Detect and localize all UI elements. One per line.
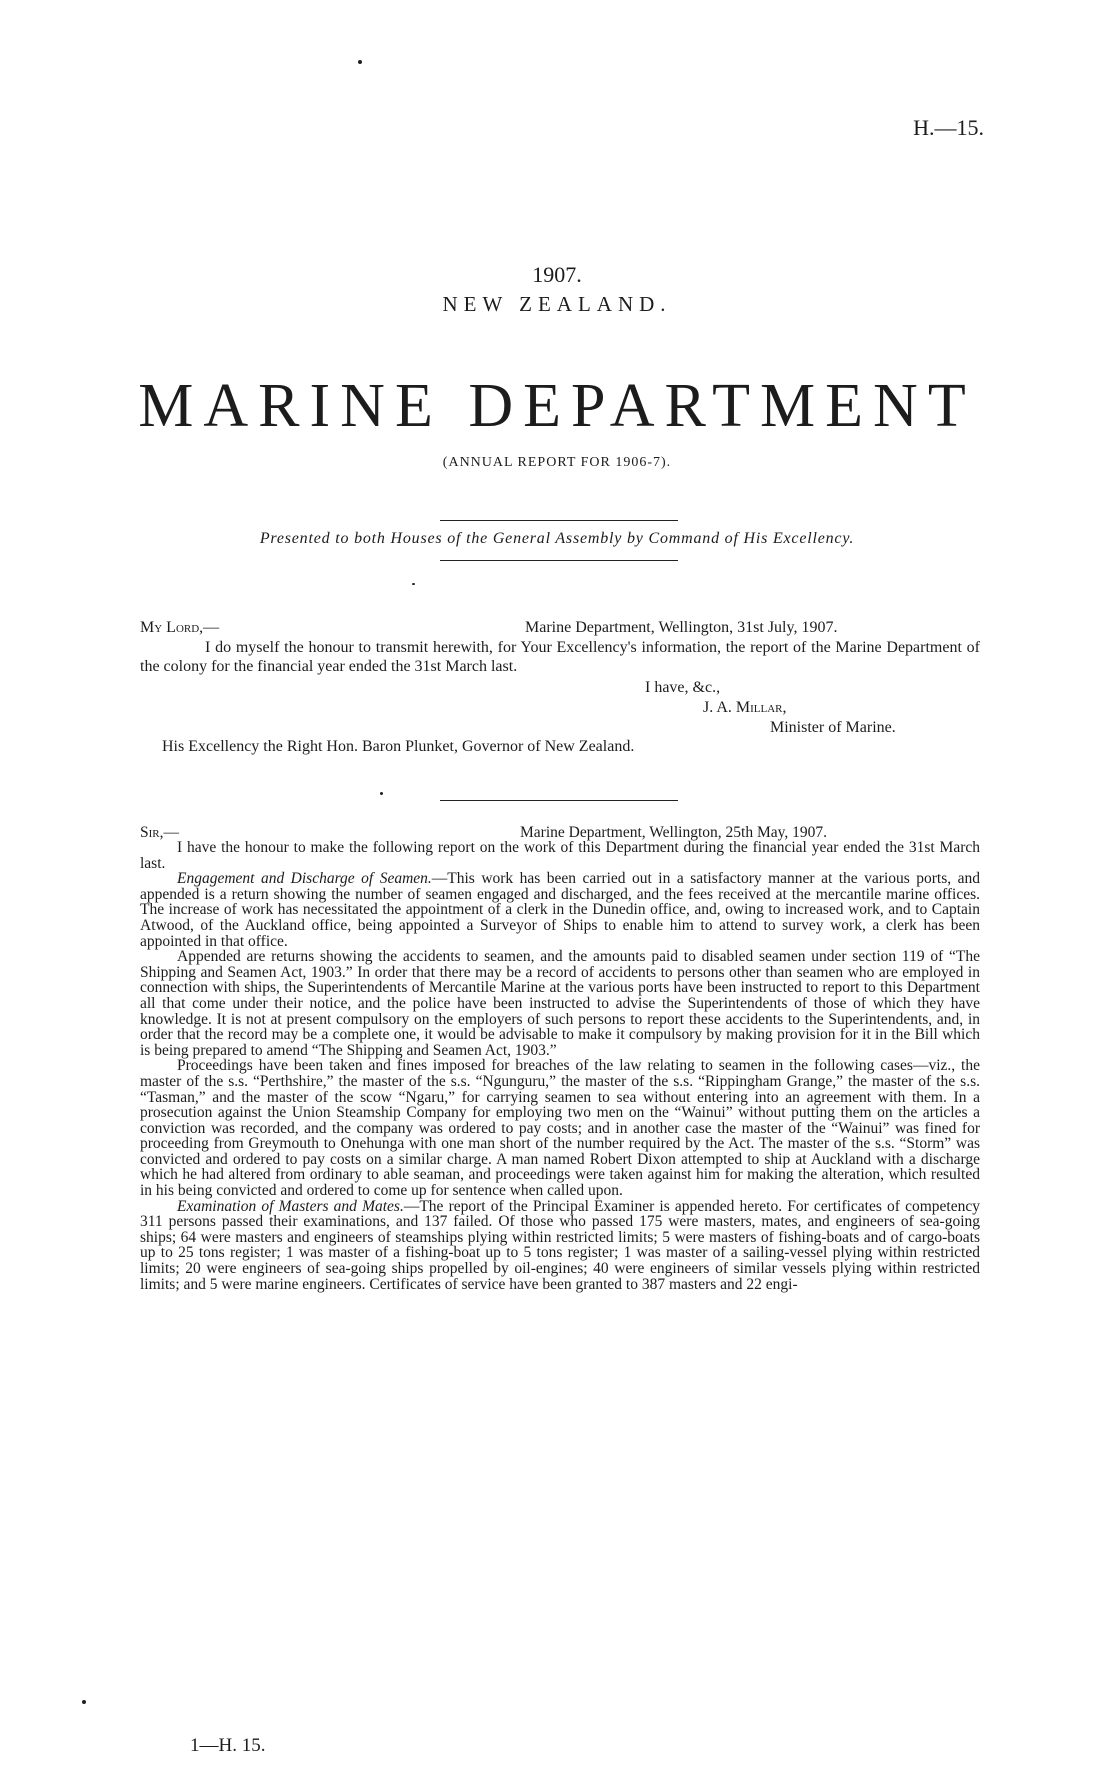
print-speck bbox=[412, 583, 415, 585]
report-paragraph: I have the honour to make the following report on the work of this Department during the financial year ended the 31st March last. bbox=[140, 839, 980, 872]
document-reference: H.—15. bbox=[913, 115, 984, 140]
letter-signature-title: Minister of Marine. bbox=[770, 719, 896, 736]
report-body bbox=[140, 840, 980, 1292]
report-salutation: Sir,— bbox=[140, 824, 179, 841]
department-title: MARINE DEPARTMENT bbox=[138, 372, 976, 440]
print-speck bbox=[380, 792, 383, 795]
letter-address: Marine Department, Wellington, 31st July, 1907. bbox=[525, 619, 838, 636]
report-paragraph bbox=[140, 1199, 980, 1293]
report-paragraph: Proceedings have been taken and fines imposed for breaches of the law relating to seamen in the following cases—viz., the master of the s.s. “Perthshire,” the master of the s.s. “Ngunguru,” the master of the s.s. “Rippingham Grange,” the master of the s.s. “Tasman,” and the master of the scow “Ngaru,” for carrying seamen to sea without entering into an agreement with them. In a prosecution against the Union Steamship Company for employing two men on the “Wainui” without putting them on the articles a conviction was recorded, and the company was ordered to pay costs; and in another case the master of the “Wainui” was fined for proceeding from Greymouth to Onehunga with one man short of the number required by the Act. The master of the s.s. “Storm” was convicted and ordered to pay costs on a similar charge. A man named Robert Dixon attempted to ship at Auckland with a discharge which he had altered from ordinary to able seaman, and proceedings were taken against him for making the alteration, which resulted in his being convicted and ordered to come up for sentence when called upon. bbox=[140, 1057, 980, 1200]
print-speck bbox=[358, 60, 362, 64]
divider-rule bbox=[440, 520, 678, 521]
paragraph-text: —The report of the Principal Examiner is appended hereto. For certificates of competency 311 persons passed their examinations, and 137 failed. Of those who passed 175 were masters, mates, and engineers of sea-going ships; 64 were masters and engineers of steamships plying within restricted limits; 5 were masters of fishing-boats and of cargo-boats up to 25 tons register; 1 was master of a fishing-boat up to 5 tons register; 1 was master of a sailing-vessel plying within restricted limits; 20 were engineers of sea-going ships propelled by oil-engines; 40 were engineers of similar vessels plying within restricted limits; and 5 were marine engineers. Certificates of service have been granted to 387 masters and 22 engi- bbox=[140, 1197, 980, 1293]
country-heading: NEW ZEALAND. bbox=[442, 292, 672, 316]
presentation-line: Presented to both Houses of the General Assembly by Command of His Excellency. bbox=[259, 530, 855, 547]
letter-body: I do myself the honour to transmit herewith, for Your Excellency's information, the report of the Marine Department of the colony for the financial year ended the 31st March last. bbox=[140, 639, 980, 675]
report-address: Marine Department, Wellington, 25th May, 1907. bbox=[520, 824, 827, 841]
divider-rule bbox=[440, 560, 678, 561]
letter-salutation: My Lord,— bbox=[140, 619, 220, 636]
report-paragraph bbox=[140, 871, 980, 949]
divider-rule bbox=[440, 800, 678, 801]
letter-addressee: His Excellency the Right Hon. Baron Plunket, Governor of New Zealand. bbox=[162, 738, 635, 755]
page-signature-mark: 1—H. 15. bbox=[190, 1735, 266, 1756]
paragraph-text: —This work has been carried out in a satisfactory manner at the various ports, and appended is a return showing the number of seamen engaged and discharged, and the fees received at the mercantile marine offices. The increase of work has necessitated the appointment of a clerk in the Dunedin office, and, owing to increased work, and to Captain Atwood, of the Auckland office, being appointed a Surveyor of Ships to enable him to attend to survey work, a clerk has been appointed in that office. bbox=[140, 870, 980, 950]
print-speck bbox=[82, 1700, 86, 1704]
section-heading: Engagement and Discharge of Seamen. bbox=[177, 870, 432, 888]
report-paragraph: Appended are returns showing the accidents to seamen, and the amounts paid to disabled seamen under section 119 of “The Shipping and Seamen Act, 1903.” In order that there may be a record of accidents to persons other than seamen who are employed in connection with ships, the Superintendents of Mercantile Marine at the various ports have been instructed to report to this Department all that come under their notice, and the police have been instructed to advise the Superintendents of those of which they have knowledge. It is not at present compulsory on the employers of such persons to report these accidents to the Superintendents, and, in order that the record may be a complete one, it would be advisable to make it compulsory by making provision for it in the Bill which is being prepared to amend “The Shipping and Seamen Act, 1903.” bbox=[140, 948, 980, 1059]
section-heading: Examination of Masters and Mates. bbox=[177, 1197, 404, 1215]
letter-signature: J. A. Millar, bbox=[703, 699, 787, 716]
report-subtitle: (ANNUAL REPORT FOR 1906-7). bbox=[442, 455, 672, 470]
letter-closing: I have, &c., bbox=[645, 679, 721, 696]
document-year: 1907. bbox=[532, 262, 582, 287]
